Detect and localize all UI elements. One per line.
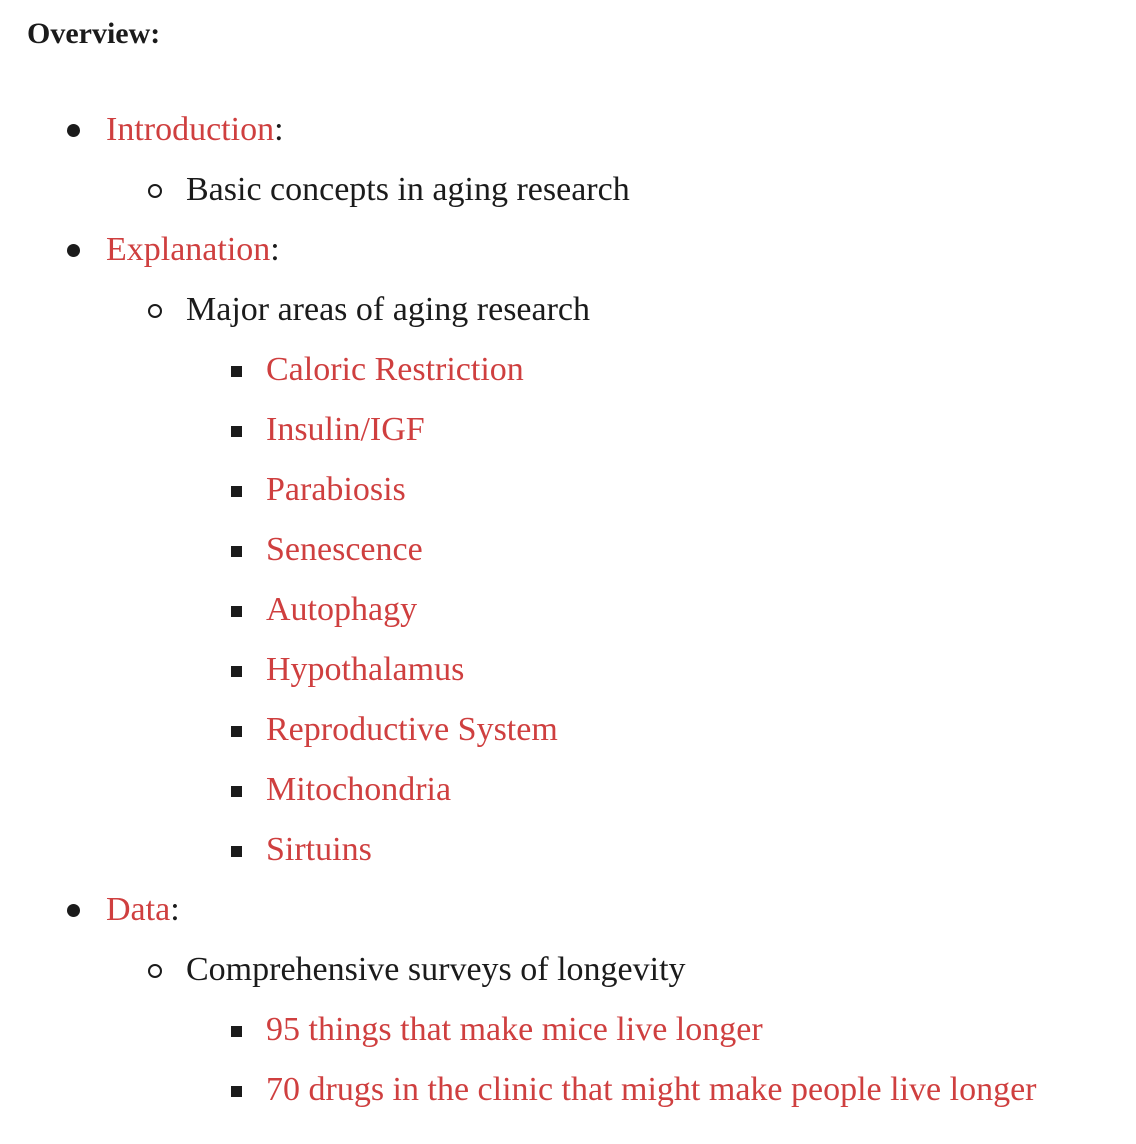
list-item — [266, 580, 417, 640]
introduction-link[interactable]: Introduction — [106, 111, 275, 148]
list-item — [266, 400, 425, 460]
square-bullet-icon — [231, 846, 242, 857]
insulin-igf-link[interactable]: Insulin/IGF — [266, 411, 425, 448]
data-subtitle-item — [186, 940, 686, 1000]
section-data — [106, 880, 180, 940]
square-bullet-icon — [231, 1026, 242, 1037]
square-bullet-icon — [231, 486, 242, 497]
list-item — [266, 520, 423, 580]
mitochondria-link[interactable]: Mitochondria — [266, 771, 452, 808]
introduction-subtitle-item — [186, 160, 630, 220]
data-link[interactable]: Data — [106, 891, 171, 928]
section-introduction — [106, 100, 284, 160]
reproductive-system-link[interactable]: Reproductive System — [266, 711, 558, 748]
square-bullet-icon — [231, 726, 242, 737]
list-item — [266, 700, 558, 760]
senescence-link[interactable]: Senescence — [266, 531, 423, 568]
disc-bullet-icon — [67, 124, 80, 137]
explanation-subtitle: Major areas of aging research — [186, 291, 591, 328]
disc-bullet-icon — [67, 244, 80, 257]
caloric-restriction-link[interactable]: Caloric Restriction — [266, 351, 524, 388]
sirtuins-link[interactable]: Sirtuins — [266, 831, 372, 868]
square-bullet-icon — [231, 666, 242, 677]
section-colon: : — [270, 231, 280, 268]
circle-bullet-icon — [148, 964, 162, 978]
data-subtitle: Comprehensive surveys of longevity — [186, 951, 686, 988]
square-bullet-icon — [231, 606, 242, 617]
list-item — [266, 1000, 763, 1060]
circle-bullet-icon — [148, 184, 162, 198]
list-item — [266, 640, 464, 700]
explanation-link[interactable]: Explanation — [106, 231, 271, 268]
mice-survey-link[interactable]: 95 things that make mice live longer — [266, 1011, 763, 1048]
hypothalamus-link[interactable]: Hypothalamus — [266, 651, 465, 688]
explanation-subtitle-item — [186, 280, 590, 340]
introduction-subtitle: Basic concepts in aging research — [186, 171, 630, 208]
square-bullet-icon — [231, 1086, 242, 1097]
section-explanation — [106, 220, 280, 280]
overview-heading: Overview: — [27, 17, 161, 50]
list-item — [266, 460, 406, 520]
list-item — [266, 820, 372, 880]
square-bullet-icon — [231, 546, 242, 557]
square-bullet-icon — [231, 786, 242, 797]
circle-bullet-icon — [148, 304, 162, 318]
autophagy-link[interactable]: Autophagy — [266, 591, 418, 628]
square-bullet-icon — [231, 426, 242, 437]
list-item — [266, 760, 451, 820]
square-bullet-icon — [231, 366, 242, 377]
drugs-survey-link[interactable]: 70 drugs in the clinic that might make people live longer — [266, 1071, 1037, 1108]
section-colon: : — [274, 111, 284, 148]
list-item — [266, 340, 524, 400]
section-colon: : — [170, 891, 180, 928]
parabiosis-link[interactable]: Parabiosis — [266, 471, 406, 508]
list-item — [266, 1060, 1036, 1120]
disc-bullet-icon — [67, 904, 80, 917]
